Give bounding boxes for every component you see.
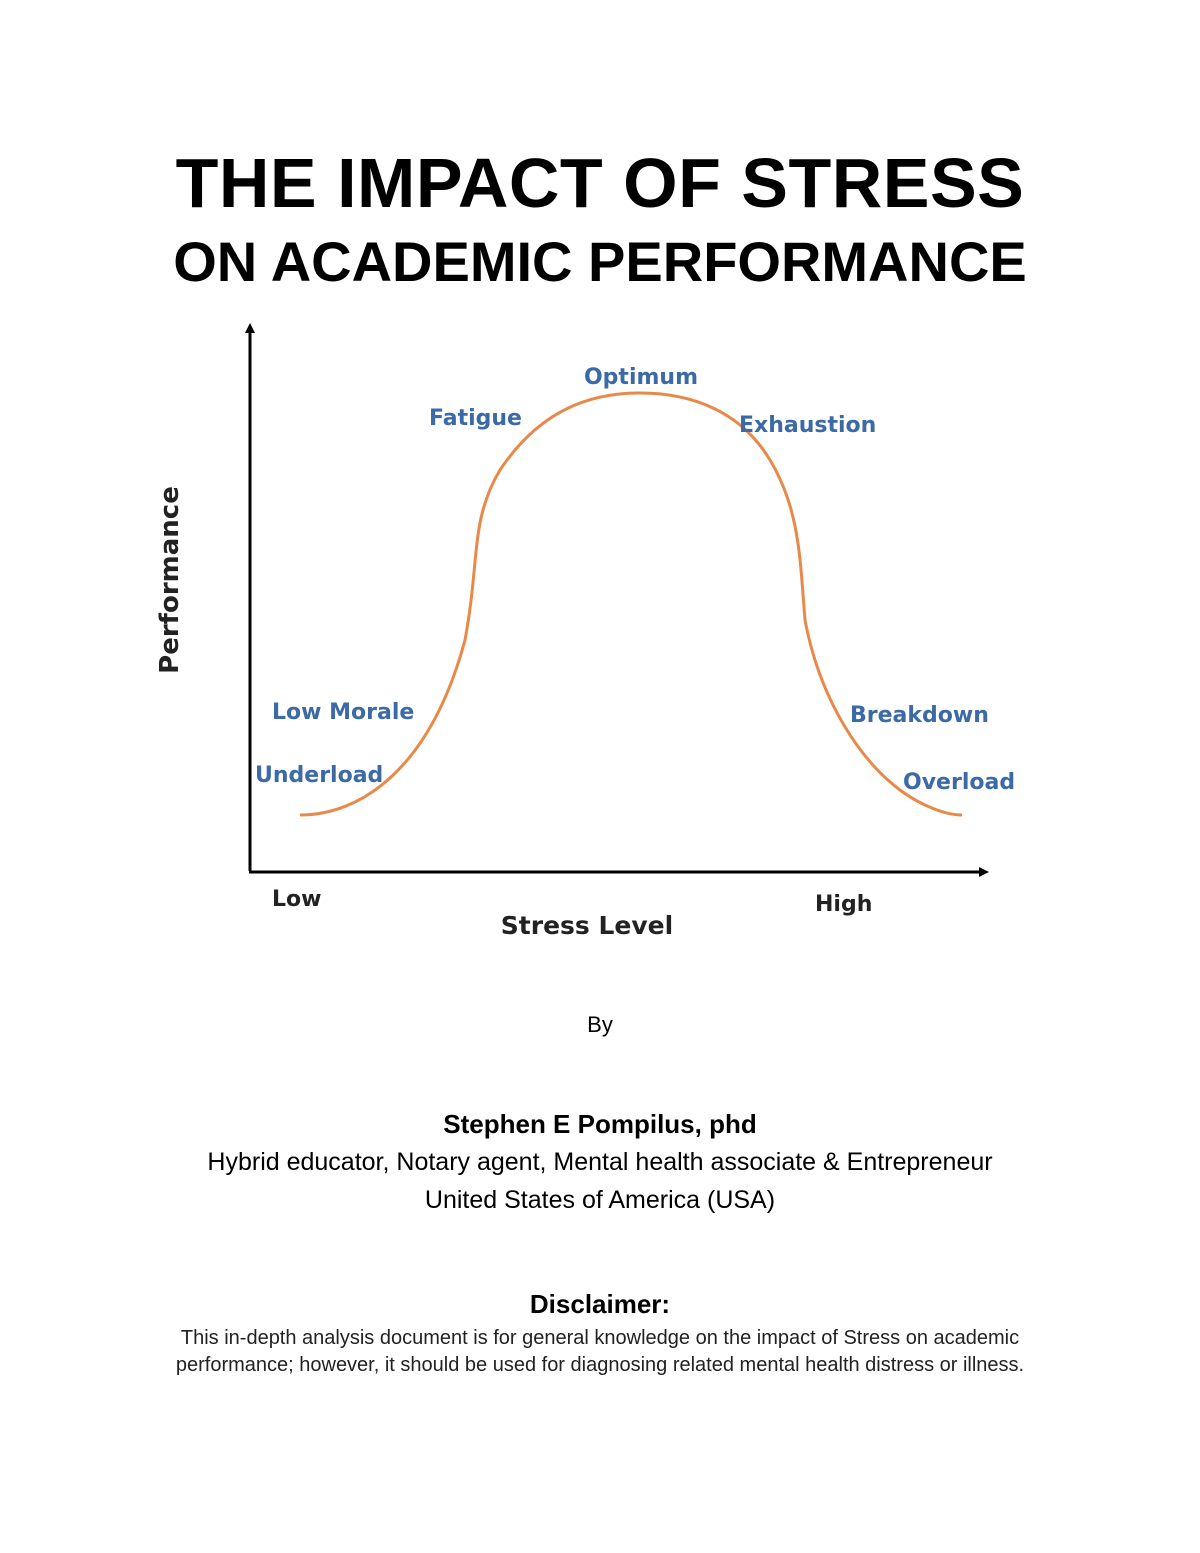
disclaimer-heading: Disclaimer: xyxy=(529,1289,671,1319)
document-title-line2: ON ACADEMIC PERFORMANCE xyxy=(173,230,1027,293)
document-title-line1: THE IMPACT OF STRESS xyxy=(175,144,1025,222)
label-low-morale: Low Morale xyxy=(272,700,415,725)
author-role: Hybrid educator, Notary agent, Mental health associate & Entrepreneur xyxy=(207,1148,993,1176)
performance-curve xyxy=(300,393,962,815)
label-optimum: Optimum xyxy=(583,365,699,390)
author-name: Stephen E Pompilus, phd xyxy=(443,1109,757,1139)
label-breakdown: Breakdown xyxy=(850,703,989,728)
x-tick-low: Low xyxy=(272,887,322,912)
author-country: United States of America (USA) xyxy=(424,1186,776,1214)
x-axis-label: Stress Level xyxy=(500,911,674,940)
label-underload: Underload xyxy=(255,763,384,788)
label-overload: Overload xyxy=(903,770,1016,795)
x-tick-high: High xyxy=(815,892,873,917)
by-line: By xyxy=(587,1012,613,1037)
label-fatigue: Fatigue xyxy=(429,406,522,431)
label-exhaustion: Exhaustion xyxy=(739,413,877,438)
disclaimer-text: This in-depth analysis document is for general knowledge on the impact of Stress on academic performance; however, it should be used for diagnosing related mental health distress or illness. xyxy=(175,1327,1025,1376)
y-axis-label: Performance xyxy=(155,486,185,674)
